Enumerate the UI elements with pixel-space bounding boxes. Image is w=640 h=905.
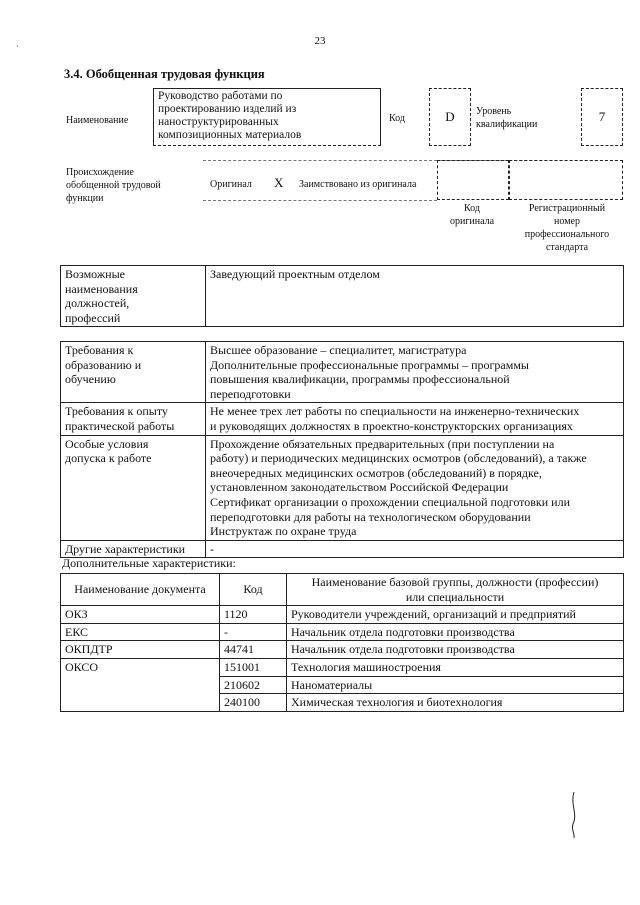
section-title: 3.4. Обобщенная трудовая функция — [64, 67, 265, 81]
code-caption: Код оригинала — [449, 203, 495, 227]
requirements-table — [60, 341, 624, 558]
table-header-row — [61, 574, 624, 606]
scan-mark: ˋ — [16, 44, 19, 54]
level-box — [581, 88, 623, 146]
requirement-value: Прохождение обязательных предварительных (при поступлении на работу) и периодических медицинских осмотров (обследований), а также внеочередных медицинских осмотров (обследований) в порядке, установленном законодательством Российской Федерации Сертификат организации о прохождении специальной подготовки или переподготовки для работы на технологическом оборудовании Инструктаж по охране труда — [206, 435, 624, 540]
table-row — [61, 342, 624, 403]
table-row — [61, 658, 624, 676]
name-cell: Начальник отдела подготовки производства — [287, 641, 624, 659]
name-cell: Химическая технология и биотехнология — [287, 694, 624, 712]
header-group-name: Наименование базовой группы, должности (профессии) или специальности — [287, 574, 624, 606]
pen-mark — [566, 790, 582, 840]
requirement-value: Не менее трех лет работы по специальности на инженерно-технических и руководящих должностях в проектно-конструкторских организациях — [206, 403, 624, 435]
level-label: Уровень квалификации — [476, 106, 538, 130]
requirement-label: Другие характеристики — [61, 540, 206, 558]
code-cell: 44741 — [220, 641, 287, 659]
name-cell: Начальник отдела подготовки производства — [287, 623, 624, 641]
name-label: Наименование — [66, 115, 129, 126]
doc-cell: ОКПДТР — [61, 641, 220, 659]
name-cell: Технология машиностроения — [287, 658, 624, 676]
table-row — [61, 641, 624, 659]
doc-cell: ОКЗ — [61, 606, 220, 624]
doc-cell: ОКСО — [61, 658, 220, 711]
positions-value: Заведующий проектным отделом — [206, 266, 624, 327]
doc-cell: ЕКС — [61, 623, 220, 641]
page-number: 23 — [314, 35, 326, 47]
additional-table — [60, 573, 624, 712]
requirement-label: Требования к опыту практической работы — [61, 403, 206, 435]
origin-label: Происхождение обобщенной трудовой функции — [66, 167, 161, 204]
table-row — [61, 266, 624, 327]
requirement-value: - — [206, 540, 624, 558]
code-cell: 1120 — [220, 606, 287, 624]
level-value: 7 — [598, 109, 606, 124]
table-row — [61, 623, 624, 641]
positions-table — [60, 265, 624, 327]
reg-caption: Регистрационный номер профессионального стандарта — [524, 203, 610, 253]
table-row — [61, 606, 624, 624]
positions-label: Возможные наименования должностей, профессий — [61, 266, 206, 327]
name-cell: Наноматериалы — [287, 676, 624, 694]
code-cell: 210602 — [220, 676, 287, 694]
code-value: D — [445, 109, 455, 124]
name-cell: Руководители учреждений, организаций и предприятий — [287, 606, 624, 624]
additional-title: Дополнительные характеристики: — [62, 556, 236, 570]
original-mark: X — [274, 175, 284, 190]
code-cell: - — [220, 623, 287, 641]
code-box — [429, 88, 471, 146]
name-box — [153, 88, 381, 146]
code-label: Код — [389, 113, 405, 124]
header-code: Код — [220, 574, 287, 606]
header-document: Наименование документа — [61, 574, 220, 606]
origin-bottom-line — [203, 200, 437, 201]
table-row — [61, 403, 624, 435]
requirement-label: Особые условия допуска к работе — [61, 435, 206, 540]
code-cell: 240100 — [220, 694, 287, 712]
registration-box — [509, 160, 623, 200]
code-cell: 151001 — [220, 658, 287, 676]
name-value: Руководство работами по проектированию изделий из наноструктурированных композиционных материалов — [158, 90, 302, 141]
table-row — [61, 435, 624, 540]
original-code-box — [437, 160, 509, 200]
requirement-value: Высшее образование – специалитет, магистратура Дополнительные профессиональные программы – программы повышения квалификации, программы профессиональной переподготовки — [206, 342, 624, 403]
borrowed-label: Заимствовано из оригинала — [299, 179, 417, 190]
original-label: Оригинал — [210, 179, 252, 190]
requirement-label: Требования к образованию и обучению — [61, 342, 206, 403]
